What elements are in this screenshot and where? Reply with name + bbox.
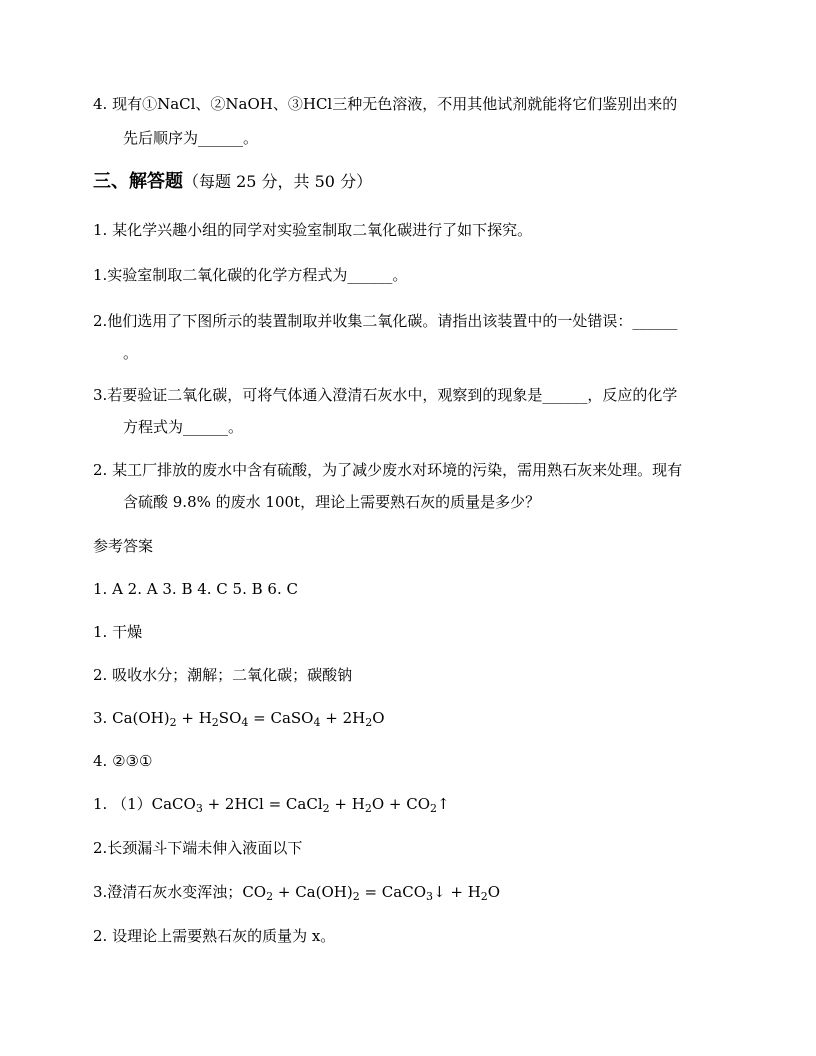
subscript: 2	[352, 890, 360, 903]
subscript: 4	[241, 716, 249, 729]
subscript: 3	[426, 890, 434, 903]
answer-solve-1-prefix: 1. （1）	[93, 795, 152, 813]
section-heading	[93, 172, 372, 192]
equation-caoh2-h2so4: $Ca(OH)_2 + H_2SO_4$ = CaSO$_4$ + $2H_2O$	[112, 709, 385, 729]
answer-fill-4: 4. ②③①	[93, 752, 153, 770]
answer-fill-3-prefix: 3.	[93, 709, 113, 727]
subscript: 2	[364, 802, 372, 815]
problem-1-part-2-line-1: 2.他们选用了下图所示的装置制取并收集二氧化碳。请指出该装置中的一处错误：______	[93, 312, 678, 330]
answer-fill-2: 2. 吸收水分；潮解；二氧化碳；碳酸钠	[93, 666, 353, 684]
subscript: 2	[480, 890, 488, 903]
answer-solve-1-part-2: 2.长颈漏斗下端未伸入液面以下	[93, 839, 303, 857]
answer-solve-1-part-3	[93, 882, 500, 902]
problem-1-part-2-line-2: 。	[123, 344, 139, 362]
subscript: 2	[365, 716, 373, 729]
problem-1-stem: 1. 某化学兴趣小组的同学对实验室制取二氧化碳进行了如下探究。	[93, 221, 533, 239]
problem-1-part-3-line-1: 3.若要验证二氧化碳，可将气体通入澄清石灰水中，观察到的现象是______，反应的化学	[93, 386, 678, 404]
section-subtitle: （每题 25 分，共 50 分）	[183, 172, 373, 191]
section-title: 三、解答题	[93, 171, 183, 192]
problem-2-line-2: 含硫酸 9.8% 的废水 100t，理论上需要熟石灰的质量是多少？	[123, 493, 541, 511]
subscript: 2	[266, 890, 274, 903]
problem-1-part-1: 1.实验室制取二氧化碳的化学方程式为______。	[93, 266, 408, 284]
answer-key-title: 参考答案	[93, 537, 154, 555]
answer-fill-1: 1. 干燥	[93, 623, 143, 641]
answer-solve-1-part-3-prefix: 3.澄清石灰水变浑浊；	[93, 883, 243, 901]
answer-solve-1-part-1	[93, 794, 450, 814]
subscript: 2	[169, 716, 177, 729]
answer-solve-2: 2. 设理论上需要熟石灰的质量为 x。	[93, 927, 336, 945]
subscript: 4	[313, 716, 321, 729]
equation-co2-limewater: $CO_2 + Ca(OH)_2$ = CaCO$_3$↓ + $H_2O$	[242, 883, 501, 903]
problem-1-part-3-line-2: 方程式为______。	[123, 418, 244, 436]
subscript: 2	[322, 802, 330, 815]
subscript: 3	[195, 802, 203, 815]
question-4-line-2: 先后顺序为______。	[123, 129, 259, 147]
answer-multiple-choice: 1. A 2. A 3. B 4. C 5. B 6. C	[93, 580, 298, 598]
subscript: 2	[211, 716, 219, 729]
answer-fill-3	[93, 708, 385, 728]
problem-2-line-1: 2. 某工厂排放的废水中含有硫酸，为了减少废水对环境的污染，需用熟石灰来处理。现有	[93, 461, 683, 479]
equation-caco3-hcl: CaCO$_3$ + 2HCl = CaCl$_2$ + $H_2O$ + $CO_2↑$	[151, 795, 450, 815]
question-4-line-1: 4. 现有①NaCl、②NaOH、③HCl三种无色溶液，不用其他试剂就能将它们鉴别出来的	[93, 95, 678, 113]
subscript: 2	[430, 802, 438, 815]
